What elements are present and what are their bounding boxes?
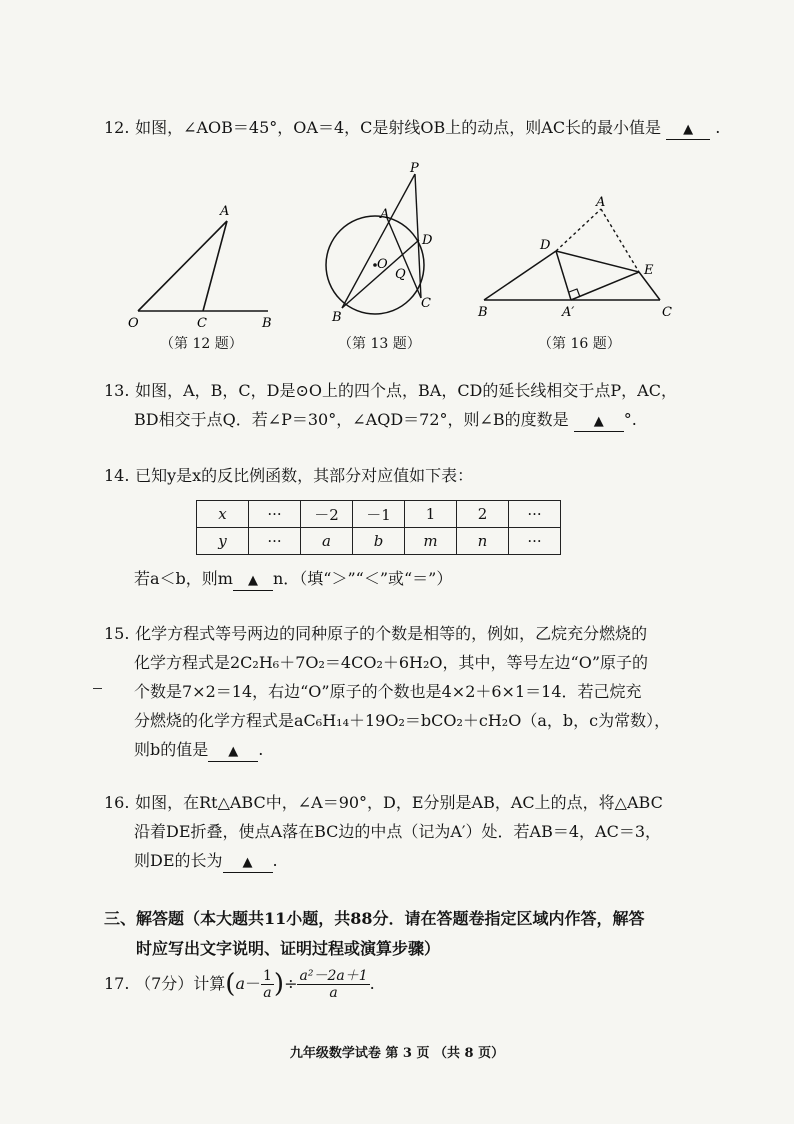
var-a: a [235, 974, 245, 993]
frac-denominator: a [329, 985, 338, 1001]
divide-sign: ÷ [284, 974, 298, 993]
label-a-prime: A′ [562, 305, 575, 320]
question-tail: . [272, 851, 278, 870]
figure-16 [472, 196, 687, 324]
label-a: A [380, 207, 390, 222]
label-c: C [197, 316, 207, 331]
label-e: E [644, 263, 654, 278]
frac-numerator: 1 [263, 968, 272, 984]
label-q: Q [395, 267, 406, 282]
answer-blank [223, 852, 273, 873]
segment-ac [203, 221, 227, 311]
question-line-5: 则b的值是 [134, 740, 209, 759]
table-cell: －2 [301, 501, 353, 528]
table-cell: ··· [509, 501, 561, 528]
table-row-y [197, 528, 561, 555]
right-angle-mark [569, 289, 580, 297]
chord-bd [342, 240, 419, 308]
question-number: 13. [104, 381, 130, 400]
line-bp [342, 174, 415, 308]
caption-13: （第 13 题） [338, 336, 421, 352]
blank-triangle-icon: ▲ [683, 122, 694, 137]
table-cell: x [197, 501, 249, 528]
left-paren: ( [225, 969, 236, 999]
caption-16: （第 16 题） [538, 336, 621, 352]
blank-triangle-icon: ▲ [242, 855, 253, 870]
label-a: A [596, 196, 606, 210]
question-tail: . [715, 118, 721, 137]
figure-12 [120, 195, 290, 335]
page-footer: 九年级数学试卷 第 3 页 （共 8 页） [289, 1046, 505, 1061]
question-text: 如图，∠AOB＝45°，OA＝4，C是射线OB上的动点，则AC长的最小值是 [135, 118, 662, 137]
segment-da2 [556, 251, 571, 300]
question-number: 17. [104, 974, 130, 993]
fraction-1-over-a [261, 968, 274, 1001]
answer-blank [666, 119, 710, 140]
dashed-da [556, 209, 601, 251]
question-line-1: 如图，在Rt△ABC中，∠A＝90°，D，E分别是AB，AC上的点，将△ABC [135, 793, 663, 812]
table-cell: a [301, 528, 353, 555]
answer-blank [233, 570, 273, 591]
label-b: B [332, 310, 342, 325]
table-cell: m [405, 528, 457, 555]
blank-triangle-icon: ▲ [247, 573, 258, 588]
condition-pre: 若a＜b，则m [134, 569, 233, 588]
question-line-2: BD相交于点Q．若∠P＝30°，∠AQD＝72°，则∠B的度数是 [134, 410, 569, 429]
question-line-3: 则DE的长为 [134, 851, 223, 870]
question-17 [104, 968, 375, 1001]
table-cell: ··· [249, 501, 301, 528]
label-d: D [422, 233, 433, 248]
table-cell: b [353, 528, 405, 555]
question-line-1: 如图，A，B，C，D是⊙O上的四个点，BA，CD的延长线相交于点P，AC， [135, 381, 677, 400]
question-line-4: 分燃烧的化学方程式是aC₆H₁₄＋19O₂＝bCO₂＋cH₂O（a，b，c为常数）， [134, 711, 671, 730]
answer-blank [574, 411, 624, 432]
question-tail: . [258, 740, 264, 759]
side-bd [484, 251, 556, 300]
question-number: 12. [104, 118, 130, 137]
table-cell: 2 [457, 501, 509, 528]
section-line-1: 三、解答题（本大题共11小题，共88分．请在答题卷指定区域内作答，解答 [104, 909, 645, 928]
question-line-1: 化学方程式等号两边的同种原子的个数是相等的，例如，乙烷充分燃烧的 [135, 624, 648, 643]
question-14-condition [134, 564, 452, 593]
right-paren: ) [273, 969, 285, 999]
question-line-2: 化学方程式是2C₂H₆＋7O₂＝4CO₂＋6H₂O，其中，等号左边“O”原子的 [134, 653, 649, 672]
question-line-2-wrap [104, 405, 637, 434]
label-o: O [377, 257, 388, 272]
caption-12: （第 12 题） [160, 336, 243, 352]
blank-triangle-icon: ▲ [228, 744, 239, 759]
question-15 [104, 619, 670, 764]
table-cell: ··· [249, 528, 301, 555]
table-cell: ··· [509, 528, 561, 555]
label-o: O [128, 316, 139, 331]
line-pc [415, 174, 421, 298]
question-score: （7分）计算 [135, 974, 226, 993]
label-a: A [220, 204, 230, 219]
question-line-2: 沿着DE折叠，使点A落在BC边的中点（记为A′）处．若AB＝4，AC＝3， [134, 822, 662, 841]
question-16 [104, 788, 663, 875]
question-14 [104, 461, 473, 490]
segment-oa [138, 221, 227, 311]
question-number: 15. [104, 624, 130, 643]
label-b: B [262, 316, 272, 331]
value-table [196, 500, 561, 555]
label-d: D [540, 238, 551, 253]
figure-13 [318, 158, 448, 330]
section-line-2: 时应写出文字说明、证明过程或演算步骤） [136, 939, 441, 958]
table-cell: n [457, 528, 509, 555]
question-line-3: 个数是7×2＝14，右边“O”原子的个数也是4×2＋6×1＝14．若己烷充 [134, 682, 642, 701]
label-b: B [478, 305, 488, 320]
frac-numerator: a²－2a＋1 [299, 968, 368, 984]
blank-triangle-icon: ▲ [593, 414, 604, 429]
question-tail: °. [623, 410, 637, 429]
table-cell: －1 [353, 501, 405, 528]
section-3-heading [104, 904, 645, 964]
question-number: 16. [104, 793, 130, 812]
segment-a2e [571, 272, 639, 300]
question-tail: . [369, 974, 375, 993]
table-cell: y [197, 528, 249, 555]
question-12 [104, 113, 720, 142]
table-row-x [197, 501, 561, 528]
chord-ac [387, 218, 421, 298]
fraction-polynomial [297, 968, 369, 1001]
label-c: C [421, 296, 431, 311]
fold-de [556, 251, 639, 272]
minus-sign: － [244, 974, 261, 993]
question-13 [104, 376, 677, 434]
condition-post: n．（填“＞”“＜”或“＝”） [272, 569, 453, 588]
dashed-ae [601, 209, 639, 272]
answer-blank [208, 741, 258, 762]
question-text: 已知y是x的反比例函数，其部分对应值如下表： [135, 466, 474, 485]
frac-denominator: a [263, 985, 272, 1001]
table-cell: 1 [405, 501, 457, 528]
margin-mark [93, 688, 102, 689]
question-number: 14. [104, 466, 130, 485]
label-p: P [410, 161, 419, 176]
label-c: C [662, 305, 672, 320]
